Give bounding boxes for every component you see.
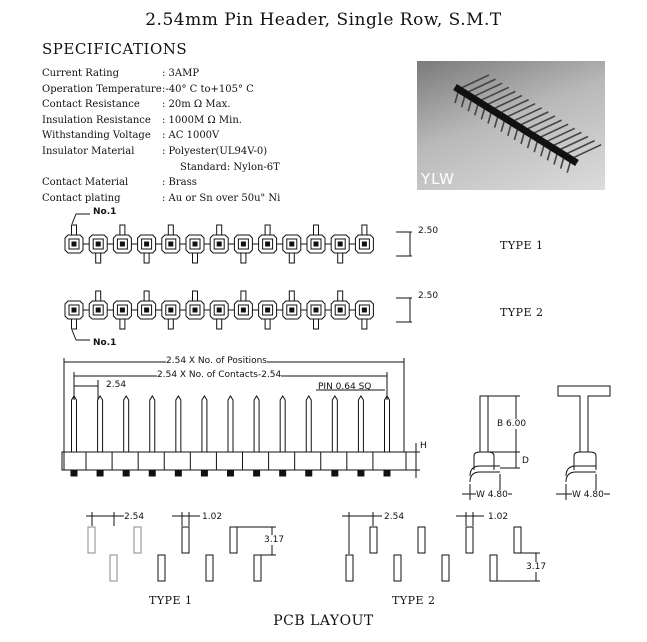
end-view-2 bbox=[556, 386, 610, 500]
no1-label-bottom: No.1 bbox=[93, 338, 117, 348]
w-dim-1: W 4.80 bbox=[476, 490, 508, 500]
spec-key: Current Rating bbox=[42, 68, 119, 79]
top-view-type1 bbox=[65, 214, 412, 263]
spec-key: Contact plating bbox=[42, 192, 121, 204]
side-pin bbox=[201, 396, 216, 476]
header-pin bbox=[138, 291, 162, 319]
pcb-layout-type1 bbox=[86, 512, 276, 581]
side-pin bbox=[306, 396, 321, 476]
type2-label: TYPE 2 bbox=[500, 306, 544, 319]
pcb-row-2: 3.17 bbox=[526, 562, 547, 572]
side-pin bbox=[149, 396, 164, 476]
type1-label: TYPE 1 bbox=[500, 239, 544, 252]
header-pin bbox=[259, 225, 283, 253]
spec-value: : 20m Ω Max. bbox=[162, 99, 231, 111]
pitch-dim-side: 2.54 bbox=[106, 380, 127, 390]
document-title: 2.54mm Pin Header, Single Row, S.M.T bbox=[145, 10, 502, 30]
side-pin bbox=[175, 396, 190, 476]
pcb-pad-2: 1.02 bbox=[488, 512, 509, 522]
spec-key: Contact Resistance bbox=[42, 99, 140, 111]
spec-value: : Polyester(UL94V-0) bbox=[162, 145, 268, 157]
b-dim: B 6.00 bbox=[497, 419, 527, 429]
no1-label-top: No.1 bbox=[93, 207, 117, 217]
side-pin bbox=[228, 396, 243, 476]
header-pin bbox=[331, 235, 355, 263]
header-pin bbox=[307, 225, 331, 253]
spec-value: : Brass bbox=[162, 177, 197, 189]
spec-key: Withstanding Voltage bbox=[42, 130, 151, 142]
header-pin bbox=[355, 301, 373, 329]
header-pin bbox=[259, 301, 283, 329]
top-view-type2 bbox=[65, 291, 412, 340]
spec-key: Insulation Resistance bbox=[42, 114, 151, 126]
height-dim: H bbox=[420, 441, 427, 451]
header-pin bbox=[162, 225, 186, 253]
header-pin bbox=[65, 225, 89, 253]
side-pin bbox=[254, 396, 269, 476]
pin-note: PIN 0.64 SQ bbox=[318, 382, 372, 392]
positions-dim: 2.54 X No. of Positions bbox=[166, 356, 267, 366]
pcb-type2-label: TYPE 2 bbox=[392, 594, 436, 607]
end-view-1 bbox=[462, 396, 520, 500]
pcb-row-1: 3.17 bbox=[264, 535, 285, 545]
pcb-layout-type2 bbox=[342, 512, 540, 581]
spec-value: : AC 1000V bbox=[162, 130, 220, 142]
spec-key: Insulator Material bbox=[42, 145, 135, 157]
pitch-dim-type1: 2.50 bbox=[418, 226, 439, 236]
contacts-dim: 2.54 X No. of Contacts-2.54 bbox=[157, 370, 282, 380]
d-dim: D bbox=[522, 456, 529, 466]
header-pin bbox=[331, 291, 355, 319]
header-pin bbox=[89, 291, 113, 319]
spec-value: : 1000M Ω Min. bbox=[162, 114, 242, 126]
header-pin bbox=[113, 301, 137, 329]
pcb-pad-1: 1.02 bbox=[202, 512, 223, 522]
spec-value: Standard: Nylon-6T bbox=[180, 161, 280, 173]
header-pin bbox=[210, 225, 234, 253]
side-pin bbox=[280, 396, 295, 476]
side-pin bbox=[358, 396, 373, 476]
spec-key: Contact Material bbox=[42, 177, 129, 189]
side-pin bbox=[123, 396, 138, 476]
header-pin bbox=[307, 301, 331, 329]
header-pin bbox=[138, 235, 162, 263]
side-pin bbox=[97, 396, 112, 476]
spec-value: : 3AMP bbox=[162, 68, 200, 79]
header-pin bbox=[65, 301, 89, 329]
spec-value: : Au or Sn over 50u" Ni bbox=[162, 192, 281, 204]
pcb-layout-heading: PCB LAYOUT bbox=[273, 613, 374, 629]
side-pin bbox=[332, 396, 347, 476]
header-pin bbox=[113, 225, 137, 253]
header-pin bbox=[234, 291, 258, 319]
header-pin bbox=[186, 235, 210, 263]
pcb-type1-label: TYPE 1 bbox=[149, 594, 193, 607]
header-pin bbox=[162, 301, 186, 329]
specifications-heading: SPECIFICATIONS bbox=[42, 40, 188, 58]
pcb-pitch-2: 2.54 bbox=[384, 512, 405, 522]
w-dim-2: W 4.80 bbox=[572, 490, 604, 500]
header-pin bbox=[355, 225, 373, 253]
pcb-pitch-1: 2.54 bbox=[124, 512, 145, 522]
spec-key: Operation Temperature bbox=[42, 83, 162, 95]
brand-label: YLW bbox=[421, 170, 455, 188]
side-pin bbox=[384, 396, 390, 476]
header-pin bbox=[186, 291, 210, 319]
header-pin bbox=[210, 301, 234, 329]
pitch-dim-type2: 2.50 bbox=[418, 291, 439, 301]
header-pin bbox=[89, 235, 113, 263]
header-pin bbox=[234, 235, 258, 263]
header-pin bbox=[283, 291, 307, 319]
side-pin bbox=[71, 396, 86, 476]
spec-value: :-40° C to+105° C bbox=[162, 83, 254, 95]
header-pin bbox=[283, 235, 307, 263]
